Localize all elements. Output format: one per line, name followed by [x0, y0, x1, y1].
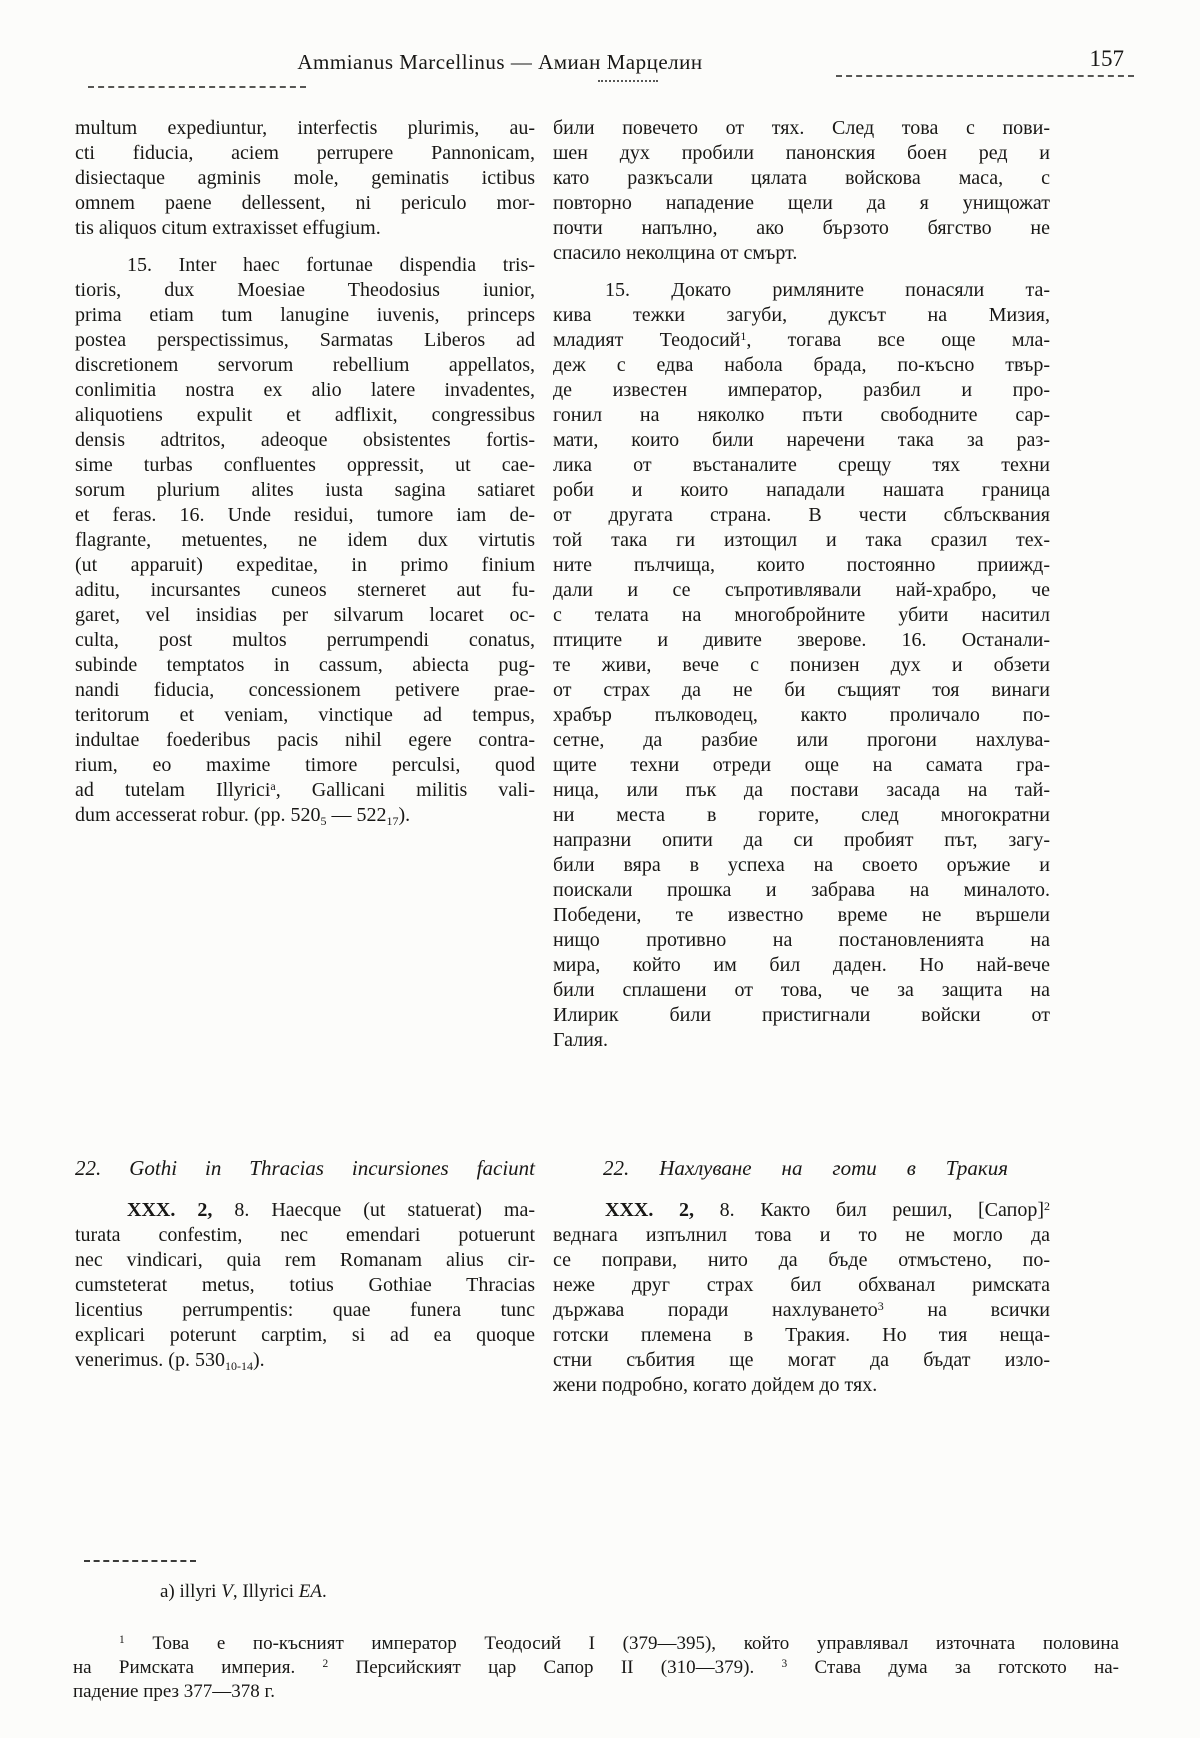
text-line [73, 1632, 1119, 1656]
translator-footnotes [73, 1632, 1119, 1716]
text-line [553, 753, 1050, 778]
text-segment: ). [252, 1349, 265, 1371]
text-segment: жени подробно, когато дойдем до тях. [553, 1374, 878, 1396]
text-segment: сетне, да разбие или прогони нахлува- [553, 729, 1050, 751]
text-line [553, 1373, 1050, 1398]
text-segment: с телата на многобройните убити наситил [553, 604, 1050, 626]
text-line [75, 503, 535, 528]
latin-section-22 [75, 1155, 535, 1373]
text-segment: поискали прошка и забрава на миналото. [553, 879, 1050, 901]
text-segment: мира, който им бил даден. Но най-вече [553, 954, 1050, 976]
text-line [75, 141, 535, 166]
text-segment: nandi fiducia, concessionem petivere prae- [75, 679, 535, 701]
text-line [75, 478, 535, 503]
text-line [553, 928, 1050, 953]
text-segment: . [321, 1581, 327, 1602]
text-line [553, 1298, 1050, 1323]
text-segment: нищо противно на постановленията на [553, 929, 1050, 951]
text-line [75, 378, 535, 403]
text-line [553, 166, 1050, 191]
text-segment: от страх да не би същият тоя винаги [553, 679, 1050, 701]
text-segment: flagrante, metuentes, ne idem dux virtutis [75, 529, 535, 551]
text-segment: et feras. 16. Unde residui, tumore iam de- [75, 504, 535, 526]
text-segment: aliquotiens expulit et adflixit, congressibus [75, 404, 535, 426]
paragraph [553, 116, 1050, 266]
text-line [75, 653, 535, 678]
text-segment: напразни опити да си пробият път, загу- [553, 829, 1050, 851]
text-line [553, 553, 1050, 578]
text-segment: 15. Inter haec fortunae dispendia tris- [127, 254, 535, 276]
text-line [75, 453, 535, 478]
text-segment: cumsteterat metus, totius Gothiae Thracias [75, 1274, 535, 1296]
text-line [553, 353, 1050, 378]
text-segment: те живи, вече с понизен дух и обзети [553, 654, 1050, 676]
text-segment: multum expediuntur, interfectis plurimis, au- [75, 117, 535, 139]
text-segment: 22. Нахлуване на готи в Тракия [603, 1156, 1008, 1180]
text-line [553, 1028, 1050, 1053]
text-segment: venerimus. (p. 530 [75, 1349, 225, 1371]
text-segment: XXX. 2, [127, 1199, 213, 1221]
text-segment: готски племена в Тракия. Но тия неща- [553, 1324, 1050, 1346]
text-segment: деж с едва набола брада, по-късно твър- [553, 354, 1050, 376]
text-line [75, 753, 535, 778]
text-segment: на Римската империя. [73, 1657, 323, 1678]
text-segment: prima etiam tum lanugine iuvenis, princeps [75, 304, 535, 326]
footnote-separator [84, 1560, 196, 1562]
critical-apparatus [160, 1580, 327, 1616]
text-segment: веднага изпълнил това и то не могло да [553, 1224, 1050, 1246]
text-line [553, 853, 1050, 878]
text-line [553, 1348, 1050, 1373]
paragraph [73, 1632, 1119, 1704]
footnote-marker: 3 [877, 1299, 884, 1313]
text-line [553, 378, 1050, 403]
text-segment: omnem paene dellessent, ni periculo mor- [75, 192, 535, 214]
text-line [553, 678, 1050, 703]
text-segment: Галия. [553, 1029, 608, 1051]
text-line [75, 428, 535, 453]
footnote-marker: a [270, 779, 276, 793]
text-line [75, 628, 535, 653]
text-line [75, 803, 535, 828]
text-line [73, 1656, 1119, 1680]
latin-column [75, 116, 535, 1410]
text-line [75, 703, 535, 728]
text-segment: , Gallicani militis vali- [275, 779, 535, 801]
text-segment: , Illyrici [232, 1581, 299, 1602]
text-segment: sime turbas confluentes oppressit, ut cae- [75, 454, 535, 476]
text-segment: tis aliquos citum extraxisset effugium. [75, 217, 381, 239]
text-segment: licentius perrumpentis: quae funera tunc [75, 1299, 535, 1321]
text-line [75, 578, 535, 603]
text-segment: ). [398, 804, 411, 826]
text-segment: teritorum et veniam, vinctique ad tempus, [75, 704, 535, 726]
text-line [553, 241, 1050, 266]
text-segment: лика от въстаналите срещу тях техни [553, 454, 1050, 476]
text-segment: Персийският цар Сапор II (310—379). [328, 1657, 782, 1678]
text-line [553, 578, 1050, 603]
scan-artifact-rule [836, 75, 1134, 77]
text-line [553, 953, 1050, 978]
text-segment: densis adtritos, adeoque obsistentes fortis- [75, 429, 535, 451]
text-line [553, 978, 1050, 1003]
two-column-layout [75, 116, 1050, 1410]
text-line [553, 478, 1050, 503]
text-segment: , тогава все още мла- [746, 329, 1050, 351]
text-line [553, 803, 1050, 828]
text-segment: explicari poterunt carptim, si ad ea quoque [75, 1324, 535, 1346]
text-segment: шен дух пробили панонския боен ред и [553, 142, 1050, 164]
text-line [553, 1323, 1050, 1348]
bulgarian-section-21 [553, 116, 1050, 1155]
text-segment: Това е по-късният император Теодосий I (379—395), който управлявал източната половина [124, 1633, 1119, 1654]
text-segment: спасило неколцина от смърт. [553, 242, 798, 264]
text-line [75, 1273, 535, 1298]
text-segment: държава поради нахлуването [553, 1299, 878, 1321]
text-line [75, 1223, 535, 1248]
text-line [553, 1003, 1050, 1028]
text-segment: 5 [320, 813, 327, 828]
text-segment: cti fiducia, aciem perrupere Pannonicam, [75, 142, 535, 164]
text-line [553, 116, 1050, 141]
text-segment: гонил на няколко пъти свободните сар- [553, 404, 1050, 426]
text-segment: a) illyri [160, 1581, 222, 1602]
text-line [75, 353, 535, 378]
text-line [553, 428, 1050, 453]
paragraph [75, 116, 535, 241]
text-line [553, 1223, 1050, 1248]
text-segment: V [221, 1581, 233, 1602]
text-segment: храбър пълководец, както проличало по- [553, 704, 1050, 726]
text-segment: garet, vel insidias per silvarum locaret oc- [75, 604, 535, 626]
page-number: 157 [1089, 46, 1124, 71]
footnote-marker: 1 [740, 329, 747, 343]
running-title: Ammianus Marcellinus — Амиан Марцелин [297, 50, 703, 74]
footnote-marker: 2 [322, 1658, 329, 1671]
text-content [75, 116, 1050, 1410]
text-segment: 22. Gothi in Thracias incursiones faciunt [75, 1156, 535, 1180]
text-segment: Илирик били пристигнали войски от [553, 1004, 1050, 1026]
text-segment: младият Теодосий [553, 329, 741, 351]
text-line [75, 678, 535, 703]
text-segment: sorum plurium alites iusta sagina satiaret [75, 479, 535, 501]
text-line [553, 328, 1050, 353]
text-segment: били сплашени от това, че за защита на [553, 979, 1050, 1001]
text-segment: (ut apparuit) expeditae, in primo finium [75, 554, 535, 576]
text-segment: 8. Haecque (ut statuerat) ma- [212, 1199, 535, 1221]
text-line [73, 1680, 1119, 1704]
paragraph [553, 1198, 1050, 1398]
text-line [75, 1348, 535, 1373]
text-segment: повторно нападение щели да я унищожат [553, 192, 1050, 214]
footnote-marker: 2 [1044, 1199, 1050, 1213]
footnote-marker: 1 [119, 1634, 125, 1647]
text-segment: щите техни отреди още на самата гра- [553, 754, 1050, 776]
text-line [75, 1323, 535, 1348]
text-line [553, 1198, 1050, 1223]
text-line [553, 878, 1050, 903]
text-segment: роби и които нападали нашата граница [553, 479, 1050, 501]
text-line [553, 828, 1050, 853]
text-segment: ни места в горите, след многократни [553, 804, 1050, 826]
text-segment: 17 [386, 813, 399, 828]
text-line [75, 253, 535, 278]
text-line [553, 278, 1050, 303]
text-line [75, 303, 535, 328]
text-segment: били вяра в успеха на своето оръжие и [553, 854, 1050, 876]
text-segment: Става дума за готското на- [787, 1657, 1119, 1678]
text-line [553, 216, 1050, 241]
text-line [75, 328, 535, 353]
text-line [553, 403, 1050, 428]
text-line [553, 903, 1050, 928]
text-segment: кива тежки загуби, дуксът на Мизия, [553, 304, 1050, 326]
text-segment: subinde temptatos in cassum, abiecta pug- [75, 654, 535, 676]
text-segment: неже друг страх бил обхванал римската [553, 1274, 1050, 1296]
text-segment: се поправи, нито да бъде отмъстено, по- [553, 1249, 1050, 1271]
text-line [553, 191, 1050, 216]
text-segment: nec vindicari, quia rem Romanam alius cir- [75, 1249, 535, 1271]
text-segment: почти напълно, ако бързото бягство не [553, 217, 1050, 239]
section-heading [75, 1155, 535, 1181]
text-line [160, 1580, 327, 1604]
text-line [75, 528, 535, 553]
text-segment: rium, eo maxime timore perculsi, quod [75, 754, 535, 776]
text-segment: като разкъсали цялата войскова маса, с [553, 167, 1050, 189]
text-segment: дали и се съпротивлявали най-храбро, че [553, 579, 1050, 601]
scan-artifact-rule [88, 86, 306, 88]
text-segment: той така ги изтощил и така сразил тех- [553, 529, 1050, 551]
text-segment: XXX. 2, [605, 1199, 694, 1221]
text-segment: от другата страна. В чести сблъсквания [553, 504, 1050, 526]
text-segment: птиците и дивите зверове. 16. Останали- [553, 629, 1050, 651]
text-line [553, 603, 1050, 628]
text-segment: падение през 377—378 г. [73, 1681, 275, 1702]
text-segment: ница, или пък да постави засада на тай- [553, 779, 1050, 801]
text-segment: dum accesserat robur. (pp. 520 [75, 804, 321, 826]
text-segment: discretionem servorum rebellium appellatos, [75, 354, 535, 376]
text-line [553, 303, 1050, 328]
text-segment: 10-14 [224, 1358, 253, 1373]
latin-section-21 [75, 116, 535, 1155]
text-segment: мати, които били наречени така за раз- [553, 429, 1050, 451]
bulgarian-section-22 [553, 1155, 1050, 1398]
text-segment: EA [298, 1581, 322, 1602]
text-segment: conlimitia nostra ex alio latere invadentes, [75, 379, 535, 401]
text-segment: на всички [883, 1299, 1050, 1321]
text-line [553, 653, 1050, 678]
text-line [553, 1273, 1050, 1298]
text-line [553, 778, 1050, 803]
text-line [553, 503, 1050, 528]
paragraph [75, 253, 535, 828]
text-line [75, 553, 535, 578]
text-segment: 8. Както бил решил, [Сапор] [694, 1199, 1044, 1221]
text-line [553, 703, 1050, 728]
footnote-marker: 3 [781, 1658, 788, 1671]
text-segment: tioris, dux Moesiae Theodosius iunior, [75, 279, 535, 301]
text-segment: ad tutelam Illyrici [75, 779, 271, 801]
text-line [75, 166, 535, 191]
paragraph [75, 1198, 535, 1373]
text-line [75, 403, 535, 428]
text-segment: indultae foederibus pacis nihil egere contra- [75, 729, 535, 751]
text-segment: Победени, те известно време не вършели [553, 904, 1050, 926]
text-line [553, 1248, 1050, 1273]
text-line [553, 453, 1050, 478]
text-segment: aditu, incursantes cuneos sterneret aut fu- [75, 579, 535, 601]
text-line [75, 778, 535, 803]
text-line [75, 1298, 535, 1323]
text-line [553, 141, 1050, 166]
text-line [553, 728, 1050, 753]
section-heading [553, 1155, 1050, 1181]
text-segment: culta, post multos perrumpendi conatus, [75, 629, 535, 651]
text-segment: — 522 [326, 804, 387, 826]
text-line [75, 1248, 535, 1273]
bulgarian-column [553, 116, 1050, 1410]
text-segment: де известен император, разбил и про- [553, 379, 1050, 401]
text-line [75, 191, 535, 216]
text-segment: стни събития ще могат да бъдат изло- [553, 1349, 1050, 1371]
text-segment: били повечето от тях. След това с пови- [553, 117, 1050, 139]
paragraph [553, 278, 1050, 1053]
text-segment: 15. Докато римляните понасяли та- [605, 279, 1050, 301]
text-line [75, 1198, 535, 1223]
text-line [75, 728, 535, 753]
text-line [75, 116, 535, 141]
text-line [75, 603, 535, 628]
text-segment: postea perspectissimus, Sarmatas Liberos ad [75, 329, 535, 351]
text-line [75, 278, 535, 303]
paragraph [160, 1580, 327, 1604]
text-segment: disiectaque agminis mole, geminatis ictibus [75, 167, 535, 189]
text-segment: turata confestim, nec emendari potuerunt [75, 1224, 535, 1246]
text-line [553, 528, 1050, 553]
text-segment: ните пълчища, които постоянно приижд- [553, 554, 1050, 576]
text-line [553, 628, 1050, 653]
scan-artifact-rule [598, 80, 658, 82]
text-line [75, 216, 535, 241]
